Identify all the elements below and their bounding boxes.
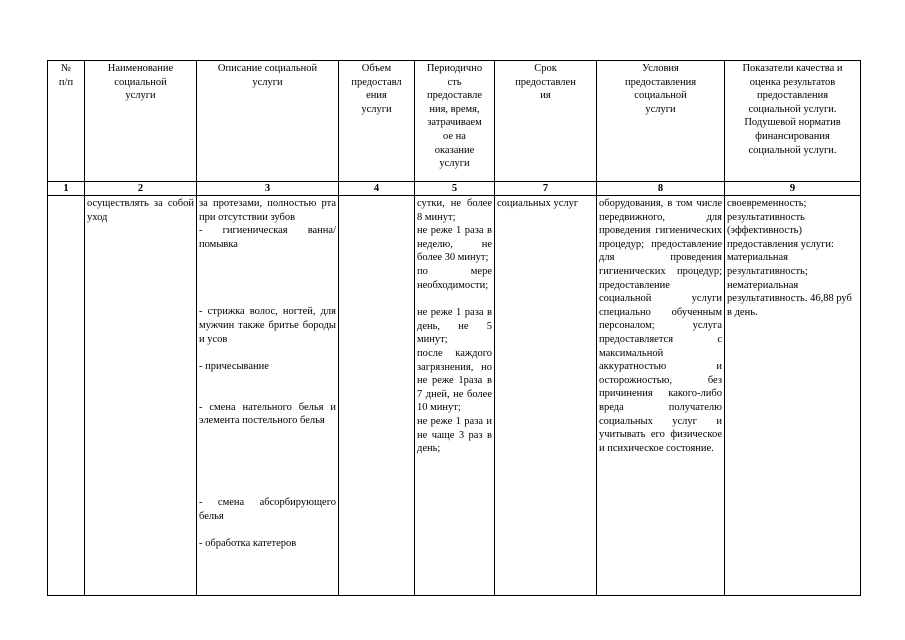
description-part: за протезами, полностью рта при отсутствии зубов bbox=[199, 198, 336, 223]
periodicity-part: не реже 1 раза и не чаще 3 раз в день; bbox=[417, 415, 492, 455]
row-number-cell bbox=[48, 196, 85, 596]
quality-cell: своевременность; результативность (эффективность) предоставления услуги: материальная результативность; нематериальная результативность. 46,88 руб в день. bbox=[725, 196, 861, 596]
header-number: № п/п bbox=[48, 61, 85, 182]
services-table bbox=[47, 60, 861, 596]
service-name-cell: осуществлять за собой уход bbox=[85, 196, 197, 596]
periodicity-part: по мере необходимости; bbox=[417, 265, 492, 291]
header-volume: Объем предоставл ения услуги bbox=[339, 61, 415, 182]
table-row bbox=[48, 196, 861, 596]
periodicity-part: не реже 1 раза в день, не 5 минут; bbox=[417, 307, 492, 346]
description-part: - обработка катетеров bbox=[199, 538, 297, 550]
column-number: 2 bbox=[85, 182, 197, 196]
header-periodicity: Периодично сть предоставле ния, время, затрачиваем ое на оказание услуги bbox=[415, 61, 495, 182]
conditions-cell: оборудования, в том числе передвижного, для проведения гигиенических процедур; предоставление для проведения гигиенических процедур; предоставление социальной услуги специально обученным персоналом; услуга предоставляется с максимальной аккуратностью и осторожностью, без причинения какого-либо вреда получателю социальных услуг и учитывать его физическое и психическое состояние. bbox=[597, 196, 725, 596]
volume-cell bbox=[339, 196, 415, 596]
header-quality: Показатели качества и оценка результатов предоставления социальной услуги. Подушевой норматив финансирования социальной услуги. bbox=[725, 61, 861, 182]
column-number: 1 bbox=[48, 182, 85, 196]
periodicity-part: не реже 1 раза в неделю, не более 30 минут; bbox=[417, 225, 492, 264]
description-part: - причесывание bbox=[199, 361, 269, 373]
column-number: 3 bbox=[197, 182, 339, 196]
column-number: 9 bbox=[725, 182, 861, 196]
column-number: 5 bbox=[415, 182, 495, 196]
periodicity-cell bbox=[415, 196, 495, 596]
column-number: 4 bbox=[339, 182, 415, 196]
description-part: - стрижка волос, ногтей, для мужчин также бритье бороды и усов bbox=[199, 306, 336, 345]
column-number-row bbox=[48, 182, 861, 196]
description-part: - гигиеническая ванна/помывка bbox=[199, 225, 336, 250]
header-row bbox=[48, 61, 861, 182]
description-part: - смена нательного белья и элемента постельного белья bbox=[199, 401, 336, 427]
column-number: 7 bbox=[495, 182, 597, 196]
header-conditions: Условия предоставления социальной услуги bbox=[597, 61, 725, 182]
periodicity-part: после каждого загрязнения, но не реже 1раза в 7 дней, не более 10 минут; bbox=[417, 347, 492, 414]
description-cell bbox=[197, 196, 339, 596]
header-description: Описание социальной услуги bbox=[197, 61, 339, 182]
header-service-name: Наименование социальной услуги bbox=[85, 61, 197, 182]
periodicity-part: сутки, не более 8 минут; bbox=[417, 198, 492, 223]
description-part: - смена абсорбирующего белья bbox=[199, 496, 336, 522]
column-number: 8 bbox=[597, 182, 725, 196]
term-cell: социальных услуг bbox=[495, 196, 597, 596]
header-term: Срок предоставлен ия bbox=[495, 61, 597, 182]
